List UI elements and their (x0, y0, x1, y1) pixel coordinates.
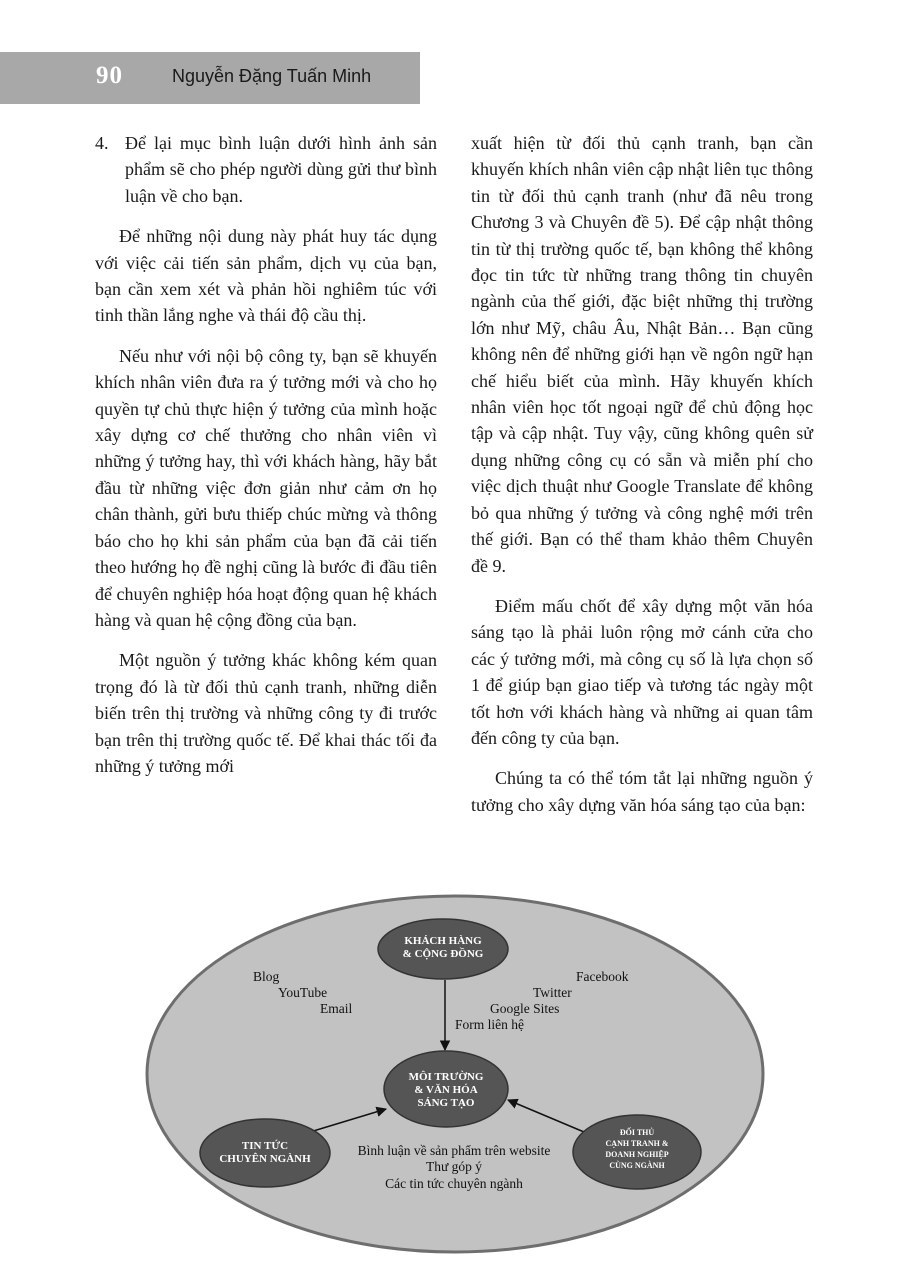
left-column (95, 130, 437, 793)
label-facebook: Facebook (576, 969, 629, 984)
label-mailbox: Thư góp ý (425, 1159, 483, 1174)
node-industry-news-line1: TIN TỨC (241, 1140, 289, 1152)
node-competitors-line1: ĐỐI THỦ (619, 1128, 655, 1137)
node-competitors-line4: CÙNG NGÀNH (609, 1161, 665, 1170)
node-industry-news-line2: CHUYÊN NGÀNH (219, 1153, 311, 1165)
node-competitors-line2: CẠNH TRANH & (605, 1139, 669, 1148)
paragraph: Một nguồn ý tưởng khác không kém quan trọng đó là từ đối thủ cạnh tranh, những diễn biến trên thị trường và những công ty đi trước bạn trên thị trường quốc tế. Để khai thác tối đa những ý tưởng mới (95, 650, 437, 776)
node-creative-culture-line1: MÔI TRƯỜNG (408, 1071, 484, 1083)
label-industry-news: Các tin tức chuyên ngành (385, 1176, 523, 1191)
right-column (471, 130, 813, 832)
paragraph: Điểm mấu chốt để xây dựng một văn hóa sáng tạo là phải luôn rộng mở cánh cửa cho các ý tưởng mới, mà công cụ số là lựa chọn số 1 để giúp bạn giao tiếp và tương tác ngày một tốt hơn với khách hàng và những ai quan tâm đến công ty của bạn. (471, 595, 813, 748)
node-creative-culture-line3: SÁNG TẠO (417, 1097, 475, 1109)
paragraph: Nếu như với nội bộ công ty, bạn sẽ khuyến khích nhân viên đưa ra ý tưởng mới và cho họ quyền tự chủ thực hiện ý tưởng của mình hoặc xây dựng cơ chế thưởng cho nhân viên vì những ý tưởng hay, thì với khách hàng, hãy bắt đầu từ những việc đơn giản như cảm ơn họ chân thành, gửi bưu thiếp chúc mừng và thông báo cho họ khi sản phẩm của bạn đã cải tiến theo hướng họ đề nghị cũng là bước đi đầu tiên để chuyên nghiệp hóa hoạt động quan hệ khách hàng và quan hệ cộng đồng của bạn. (95, 345, 437, 630)
node-creative-culture-line2: & VĂN HÓA (414, 1084, 478, 1096)
page-number: 90 (96, 62, 123, 89)
label-blog: Blog (253, 969, 280, 984)
label-youtube: YouTube (278, 985, 328, 1000)
idea-sources-diagram (0, 890, 910, 1270)
node-customers-community-line2: & CỘNG ĐỒNG (402, 948, 484, 960)
paragraph: Chúng ta có thể tóm tắt lại những nguồn ý tưởng cho xây dựng văn hóa sáng tạo của bạn: (471, 768, 813, 815)
paragraph: Để những nội dung này phát huy tác dụng với việc cải tiến sản phẩm, dịch vụ của bạn, bạn cần xem xét và phản hồi nghiêm túc với tinh thần lắng nghe và thái độ cầu thị. (95, 226, 437, 326)
label-contact-form: Form liên hệ (455, 1017, 524, 1032)
list-number: 4. (95, 133, 109, 153)
label-email: Email (320, 1001, 353, 1016)
node-competitors-line3: DOANH NGHIỆP (605, 1150, 669, 1159)
paragraph: xuất hiện từ đối thủ cạnh tranh, bạn cần khuyến khích nhân viên cập nhật liên tục thông tin từ đối thủ cạnh tranh (như đã nêu trong Chương 3 và Chuyên đề 5). Để cập nhật thông tin từ thị trường quốc tế, bạn không thể không đọc tin tức từ những trang thông tin chuyên ngành của thế giới, đặc biệt những thị trường lớn như Mỹ, châu Âu, Nhật Bản… Bạn cũng không nên để những giới hạn về ngôn ngữ hạn chế hiểu biết của mình. Hãy khuyến khích nhân viên học tốt ngoại ngữ để chủ động học tập và cập nhật. Tuy vậy, cũng không quên sử dụng những công cụ có sẵn và miễn phí cho việc dịch thuật như Google Translate để không bỏ qua những ý tưởng và công nghệ mới trên thế giới. Bạn có thể tham khảo thêm Chuyên đề 9. (471, 133, 813, 576)
list-item (95, 130, 437, 209)
label-twitter: Twitter (533, 985, 572, 1000)
label-google-sites: Google Sites (490, 1001, 560, 1016)
author-name: Nguyễn Đặng Tuấn Minh (172, 66, 372, 86)
list-text: Để lại mục bình luận dưới hình ảnh sản phẩm sẽ cho phép người dùng gửi thư bình luận về cho bạn. (125, 133, 437, 206)
node-customers-community-line1: KHÁCH HÀNG (404, 935, 482, 947)
label-product-comments: Bình luận về sản phẩm trên website (357, 1143, 551, 1158)
